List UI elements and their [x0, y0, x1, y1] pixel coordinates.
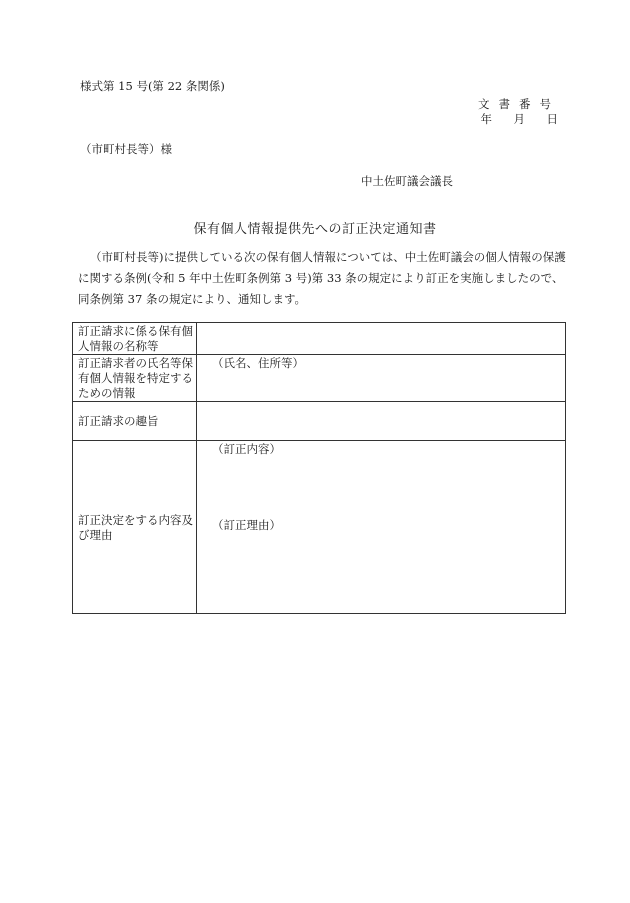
sender: 中土佐町議会議長 — [361, 174, 453, 188]
record-name-label: 訂正請求に係る保有個人情報の名称等 — [73, 323, 197, 355]
record-name-value — [197, 323, 566, 355]
requester-info-hint: （氏名、住所等） — [212, 356, 304, 370]
document-title: 保有個人情報提供先への訂正決定通知書 — [193, 222, 437, 237]
notification-table — [72, 322, 566, 614]
notice-body: （市町村長等)に提供している次の保有個人情報については、中土佐町議会の個人情報の保護に関する条例(令和 5 年中土佐町条例第 3 号)第 33 条の規定により訂正を実施しましたので、同条例第 37 条の規定により、通知します。 — [78, 250, 566, 306]
table-row — [73, 441, 566, 614]
date-month: 月 — [513, 112, 526, 126]
date-year: 年 — [480, 112, 493, 126]
table-row — [73, 402, 566, 441]
table-row — [73, 323, 566, 355]
date-day: 日 — [546, 112, 559, 126]
decision-label: 訂正決定をする内容及び理由 — [73, 441, 197, 614]
correction-content-heading: （訂正内容） — [212, 442, 281, 456]
request-purpose-value — [197, 402, 566, 441]
table-row — [73, 355, 566, 402]
addressee: （市町村長等）様 — [80, 142, 172, 156]
decision-value — [197, 441, 566, 614]
document-number-label: 文書番号 — [478, 97, 560, 111]
document-date — [460, 111, 559, 127]
correction-reason-heading: （訂正理由） — [212, 518, 281, 532]
requester-info-label: 訂正請求者の氏名等保有個人情報を特定するための情報 — [73, 355, 197, 402]
requester-info-value — [197, 355, 566, 402]
form-number: 様式第 15 号(第 22 条関係) — [80, 79, 225, 93]
request-purpose-label: 訂正請求の趣旨 — [73, 402, 197, 441]
